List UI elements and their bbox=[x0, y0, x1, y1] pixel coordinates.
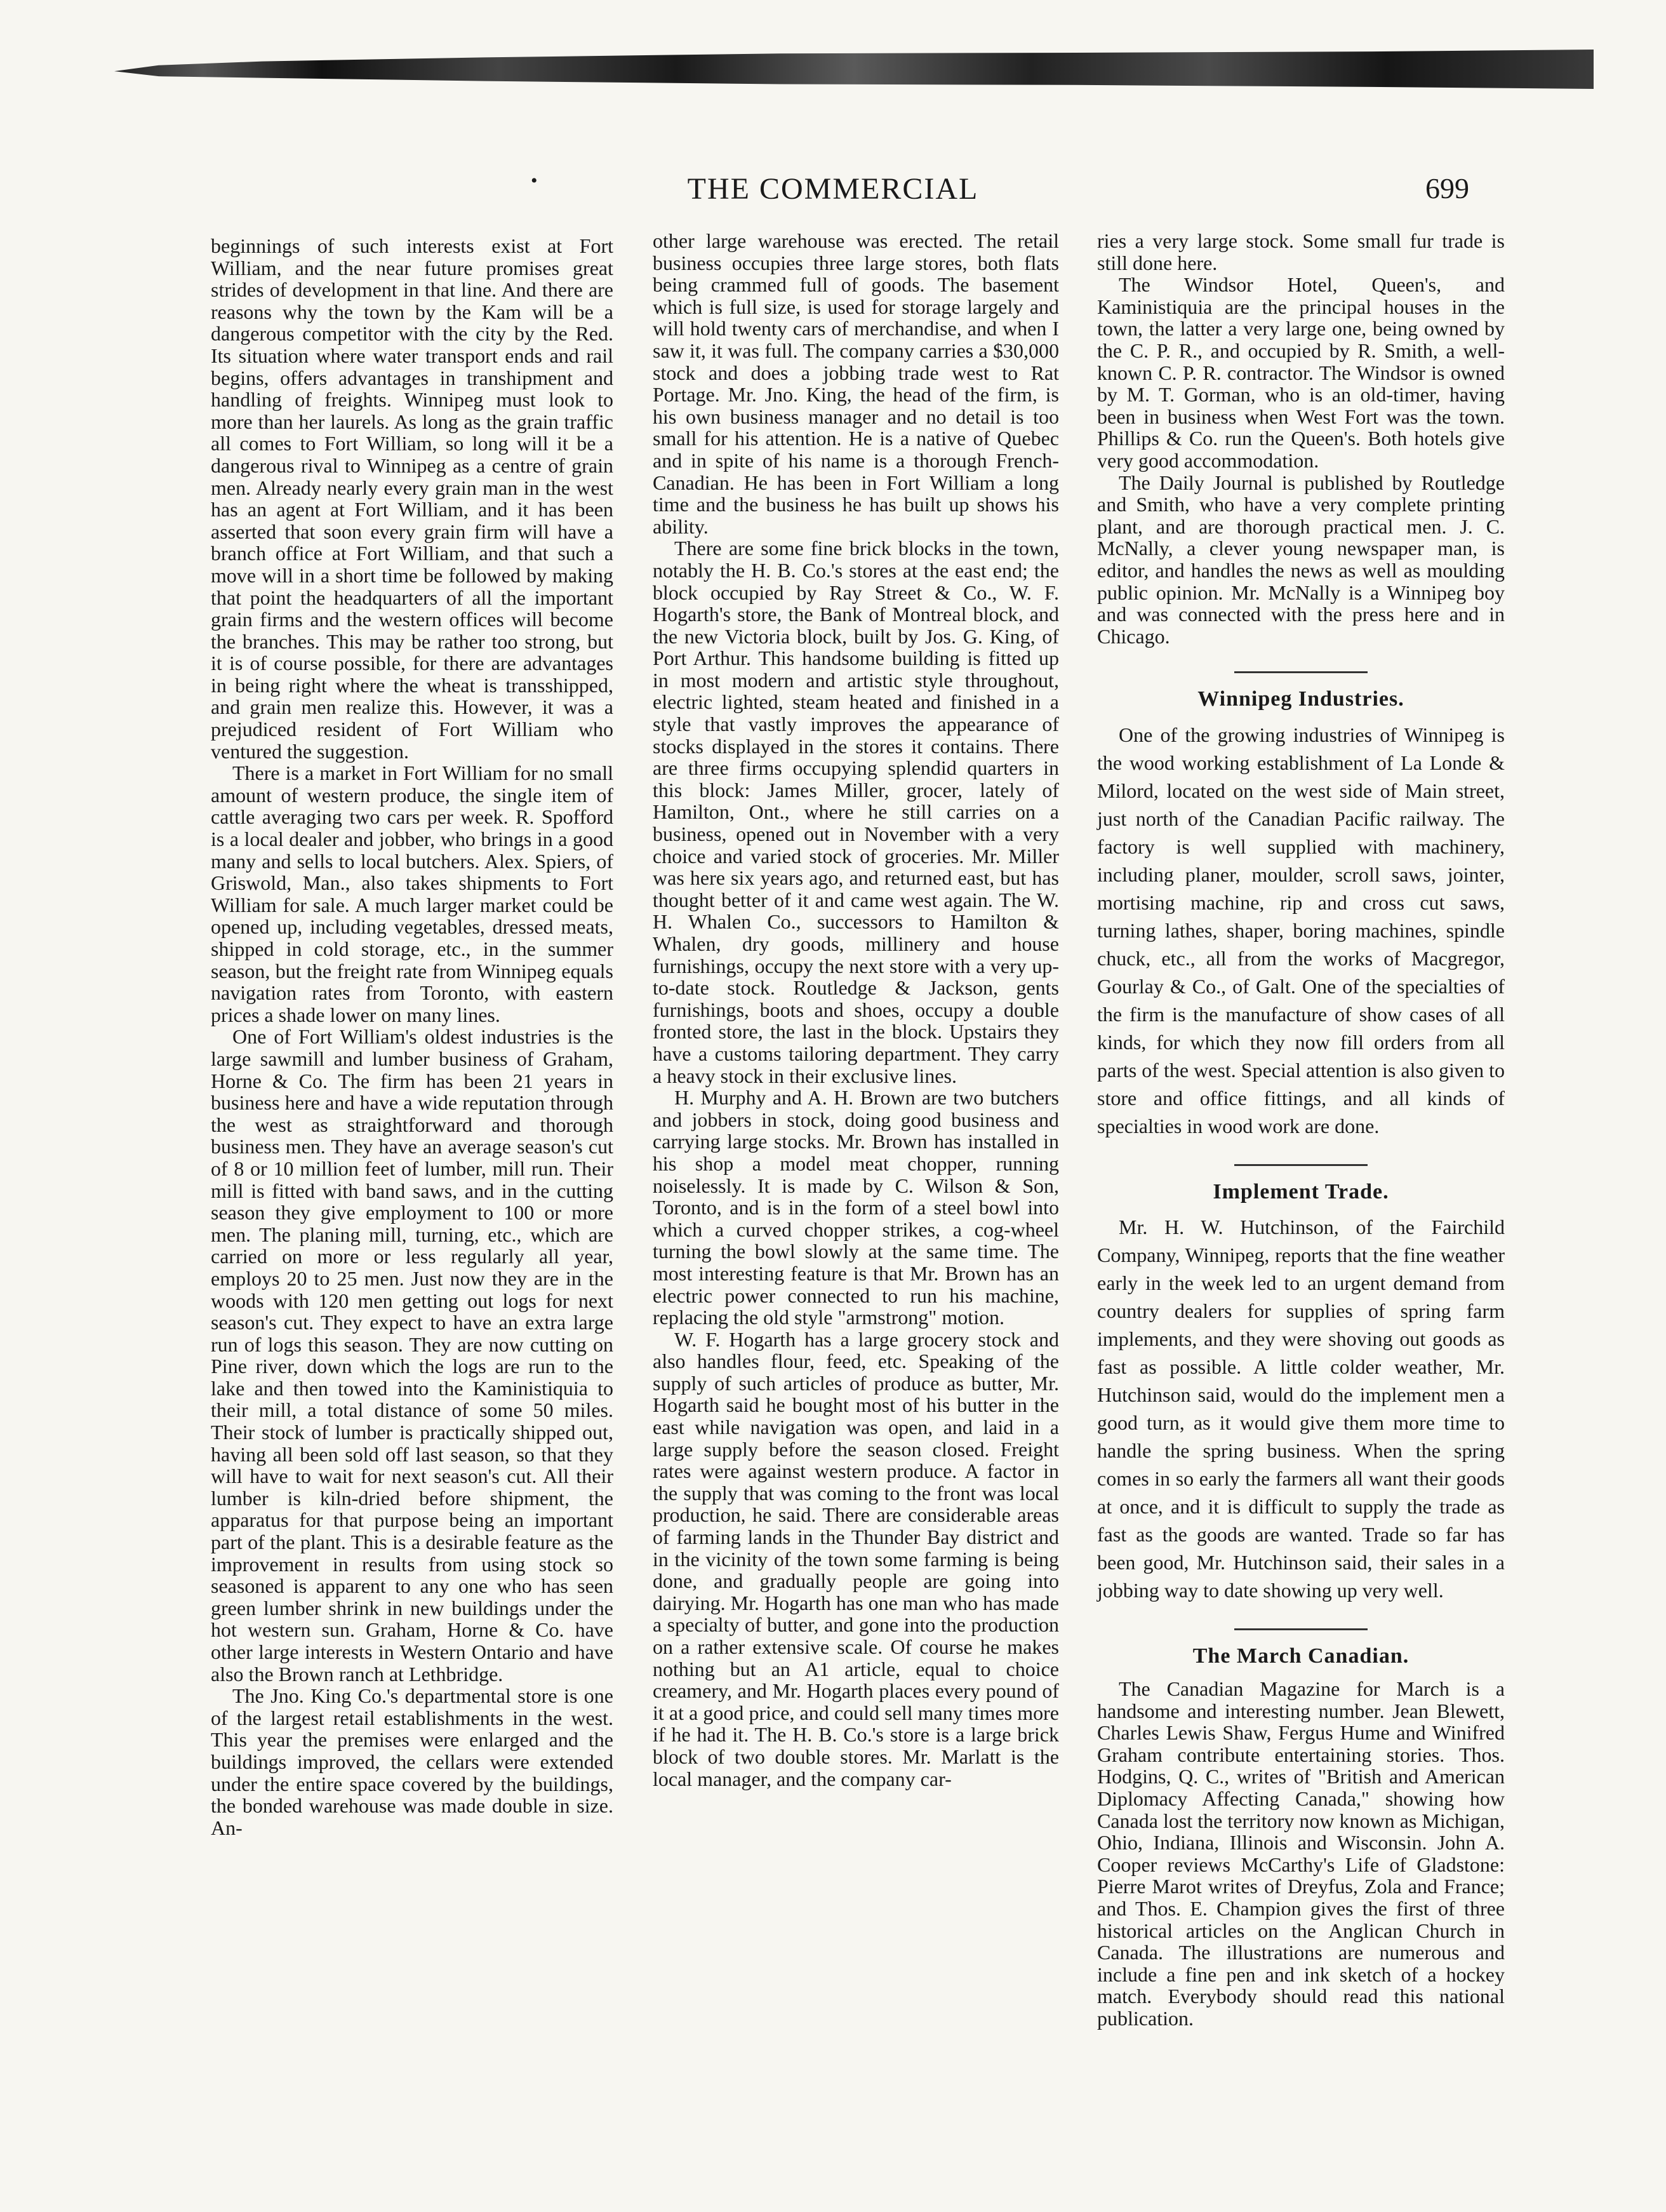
paragraph: One of Fort William's oldest industries is the large sawmill and lumber business of Graham, Horne & Co. The firm has been 21 years in business here and have a wide reputation through the west as straightforward and thorough business men. They have an average season's cut of 8 or 10 million feet of lumber, mill run. Their mill is fitted with band saws, and in the cutting season they give employment to 100 or more men. The planing mill, turning, etc., which are carried on more or less regularly all year, employs 20 to 25 men. Just now they are in the woods with 120 men getting out logs for next season's cut. They expect to have an extra large run of logs this season. They are now cutting on Pine river, down which the logs are run to the lake and then towed into the Kaministiquia to their mill, a total distance of some 50 miles. Their stock of lumber is practically shipped out, having all been sold off last season, so that they will have to wait for next season's cut. All their lumber is kiln-dried before shipment, the apparatus for that purpose being an important part of the plant. This is a desirable feature as the improvement in results from using stock so seasoned is apparent to any one who has seen green lumber shrink in new buildings under the hot western sun. Graham, Horne & Co. have other large interests in Western Ontario and have also the Brown ranch at Lethbridge. bbox=[211, 1025, 613, 1686]
column-3 bbox=[1097, 230, 1505, 2030]
paragraph: The Windsor Hotel, Queen's, and Kaministiquia are the principal houses in the town, the latter a very large one, being owned by the C. P. R., and occupied by R. Smith, a well-known C. P. R. contractor. The Windsor is owned by M. T. Gorman, who is an old-timer, having been in business when West Fort was the town. Phillips & Co. run the Queen's. Both hotels give very good accommodation. bbox=[1097, 273, 1505, 472]
column-1 bbox=[211, 235, 613, 1839]
paragraph: One of the growing industries of Winnipeg is the wood working establishment of La Londe & Milord, located on the west side of Main street, just north of the Canadian Pacific railway. The factory is well supplied with machinery, including planer, moulder, scroll saws, jointer, mortising machine, rip and cross cut saws, turning lathes, shaper, boring machines, spindle chuck, etc., all from the works of Macgregor, Gourlay & Co., of Galt. One of the specialties of the firm is the manufacture of show cases of all kinds, for which they now fill orders from all parts of the west. Special attention is also given to store and office fittings, and all kinds of specialties in wood work are done. bbox=[1097, 723, 1505, 1137]
paragraph: other large warehouse was erected. The retail business occupies three large stores, both flats being crammed full of goods. The basement which is full size, is used for storage largely and will hold twenty cars of merchandise, and when I saw it, it was full. The company carries a $30,000 stock and does a jobbing trade west to Rat Portage. Mr. Jno. King, the head of the firm, is his own business manager and no detail is too small for his attention. He is a native of Quebec and in spite of his name is a thorough French-Canadian. He has been in Fort William a long time and the business he has built up shows his ability. bbox=[653, 229, 1059, 538]
paragraph: Mr. H. W. Hutchinson, of the Fairchild Company, Winnipeg, reports that the fine weather early in the week led to an urgent demand from country dealers for supplies of spring farm implements, and they were shoving out goods as fast as possible. A little colder weather, Mr. Hutchinson said, would do the implement men a good turn, as it would give them more time to handle the spring business. When the spring comes in so early the farmers all want their goods at once, and it is difficult to supply the trade as fast as the goods are wanted. Trade so far has been good, Mr. Hutchinson said, their sales in a jobbing way to date showing up very well. bbox=[1097, 1216, 1505, 1602]
paragraph: W. F. Hogarth has a large grocery stock and also handles flour, feed, etc. Speaking of the supply of such articles of produce as butter, Mr. Hogarth said he bought most of his butter in the east while navigation was open, and laid in a large supply before the season closed. Freight rates were against western produce. A factor in the supply that was coming to the front was local production, he said. There are considerable areas of farming lands in the Thunder Bay district and in the vicinity of the town some farming is being done, and gradually people are going into dairying. Mr. Hogarth has one man who has made a specialty of butter, and gone into the production on a rather extensive scale. Of course he makes nothing but an A1 article, equal to choice creamery, and Mr. Hogarth places every pound of it at a good price, and could sell many times more if he had it. The H. B. Co.'s store is a large brick block of two double stores. Mr. Marlatt is the local manager, and the company car- bbox=[653, 1327, 1059, 1790]
section-divider bbox=[1234, 671, 1368, 673]
top-decorative-rule bbox=[114, 50, 1594, 89]
section-title-implement-trade: Implement Trade. bbox=[1213, 1179, 1389, 1203]
paragraph: There are some fine brick blocks in the town, notably the H. B. Co.'s stores at the east end; the block occupied by Ray Street & Co., W. F. Hogarth's store, the Bank of Montreal block, and the new Victoria block, built by Jos. G. King, of Port Arthur. This handsome building is fitted up in most modern and artistic style throughout, electric lighted, steam heated and finished in a style that vastly improves the appearance of stocks displayed in the stores it contains. There are three firms occupying splendid quarters in this block: James Miller, grocer, lately of Hamilton, Ont., where he still carries on a business, opened out in November with a very choice and varied stock of groceries. Mr. Miller was here six years ago, and returned east, but has thought better of it and came west again. The W. H. Whalen Co., successors to Hamilton & Whalen, dry goods, millinery and house furnishings, occupy the next store with a very up-to-date stock. Routledge & Jackson, gents furnishings, boots and shoes, occupy a double fronted store, the last in the block. Upstairs they have a customs tailoring department. They carry a heavy stock in their exclusive lines. bbox=[653, 537, 1059, 1087]
page-title: THE COMMERCIAL bbox=[687, 172, 979, 206]
paragraph: The Daily Journal is published by Routledge and Smith, who have a very complete printing plant, and are thorough practical men. J. C. McNally, a clever young newspaper man, is editor, and handles the news as well as moulding public opinion. Mr. McNally is a Winnipeg boy and was connected with the press here and in Chicago. bbox=[1097, 471, 1505, 648]
section-title-winnipeg-industries: Winnipeg Industries. bbox=[1197, 687, 1404, 711]
paragraph: beginnings of such interests exist at Fort William, and the near future promises great strides of development in that line. And there are reasons why the town by the Kam will be a dangerous competitor with the city by the Red. Its situation where water transport ends and rail begins, offers advantages in transhipment and handling of freights. Winnipeg must look to more than her laurels. As long as the grain traffic all comes to Fort William, so long will it be a dangerous rival to Winnipeg as a centre of grain men. Already nearly every grain man in the west has an agent at Fort William, and it has been asserted that soon every grain firm will have a branch office at Fort William, and that such a move will in a short time be followed by making that point the headquarters of all the important grain firms and the western offices will become the branches. This may be rather too strong, but it is of course possible, for there are advantages in being right where the wheat is transshipped, and grain men realize this. However, it was a prejudiced resident of Fort William who ventured the suggestion. bbox=[211, 234, 613, 763]
paragraph: ries a very large stock. Some small fur trade is still done here. bbox=[1097, 229, 1505, 274]
paragraph: The Canadian Magazine for March is a handsome and interesting number. Jean Blewett, Charles Lewis Shaw, Fergus Hume and Winifred Graham contribute entertaining stories. Thos. Hodgins, Q. C., writes of "British and American Diplomacy Affecting Canada," showing how Canada lost the territory now known as Michigan, Ohio, Indiana, Illinois and Wisconsin. John A. Cooper reviews McCarthy's Life of Gladstone: Pierre Marot writes of Dreyfus, Zola and France; and Thos. E. Champion gives the first of three historical articles on the Anglican Church in Canada. The illustrations are numerous and include a fine pen and ink sketch of a hockey match. Everybody should read this national publication. bbox=[1097, 1677, 1505, 2030]
paragraph: The Jno. King Co.'s departmental store is one of the largest retail establishments in the west. This year the premises were enlarged and the buildings improved, the cellars were extended under the entire space covered by the buildings, the bonded warehouse was made double in size. An- bbox=[211, 1684, 613, 1839]
section-divider bbox=[1234, 1628, 1368, 1630]
page-number: 699 bbox=[1425, 172, 1469, 204]
section-title-march-canadian: The March Canadian. bbox=[1192, 1644, 1409, 1668]
paragraph: There is a market in Fort William for no small amount of western produce, the single item of cattle averaging two cars per week. R. Spofford is a local dealer and jobber, who brings in a good many and sells to local butchers. Alex. Spiers, of Griswold, Man., also takes shipments to Fort William for sale. A much larger market could be opened up, including vegetables, dressed meats, shipped in cold storage, etc., in the summer season, but the freight rate from Winnipeg equals navigation rates from Toronto, with eastern prices a shade lower on many lines. bbox=[211, 761, 613, 1026]
header-mark: • bbox=[531, 170, 538, 191]
paragraph: H. Murphy and A. H. Brown are two butchers and jobbers in stock, doing good business and carrying large stocks. Mr. Brown has installed in his shop a model meat chopper, running noiselessly. It is made by C. Wilson & Son, Toronto, and is in the form of a steel bowl into which a curved chopper strikes, a cog-wheel turning the bowl slowly at the same time. The most interesting feature is that Mr. Brown has an electric power connected to run his machine, replacing the old style "armstrong" motion. bbox=[653, 1086, 1059, 1329]
column-2 bbox=[653, 230, 1059, 1790]
section-divider bbox=[1234, 1164, 1368, 1166]
